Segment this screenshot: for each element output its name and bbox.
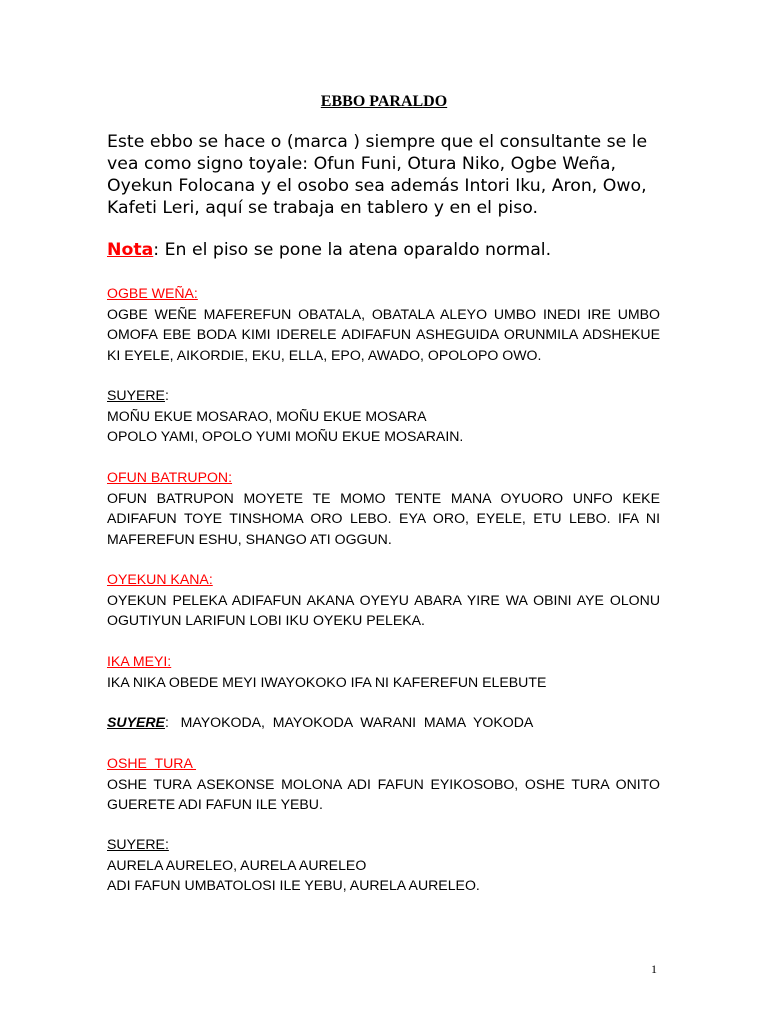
suyere-line: MOÑU EKUE MOSARAO, MOÑU EKUE MOSARA [107,407,427,424]
section-heading: SUYERE [107,714,165,730]
suyere-line: OPOLO YAMI, OPOLO YUMI MOÑU EKUE MOSARAIN. [107,428,464,444]
nota-paragraph [107,239,667,261]
suyere-line: AURELA AURELEO, AURELA AURELEO [107,856,367,873]
section-body: OYEKUN PELEKA ADIFAFUN AKANA OYEYU ABARA YIRE WA OBINI AYE OLONU OGUTIYUN LARIFUN LOBI IKU OYEKU PELEKA. [107,591,660,628]
intro-paragraph: Este ebbo se hace o (marca ) siempre que el consultante se le vea como signo toyale: Ofun Funi, Otura Niko, Ogbe Weña, Oyekun Folocana y el osobo sea además Intori Iku, Aron, Owo, Kafeti Leri, aquí se trabaja en tablero y en el piso. [107,132,648,218]
section-suyere-2 [107,712,660,733]
suyere-text: : MAYOKODA, MAYOKODA WARANI MAMA YOKODA [164,714,534,730]
section-heading: SUYERE: [107,836,169,852]
section-line: IKA NIKA OBEDE MEYI IWAYOKOKO IFA NI KAFEREFUN ELEBUTE [107,673,547,690]
section-oshe-tura [107,753,660,815]
section-heading: SUYERE [107,387,165,403]
page-number: 1 [651,962,657,976]
section-ika-meyi [107,651,660,692]
section-body: OFUN BATRUPON MOYETE TE MOMO TENTE MANA OYUORO UNFO KEKE ADIFAFUN TOYE TINSHOMA ORO LEBO. EYA ORO, EYELE, ETU LEBO. IFA NI MAFEREFUN ESHU, SHANGO ATI OGGUN. [107,489,660,547]
heading-colon: : [164,387,169,403]
section-oyekun-kana [107,569,660,631]
suyere-row [107,712,660,733]
section-heading: OFUN BATRUPON: [107,469,233,485]
section-body: OGBE WEÑE MAFEREFUN OBATALA, OBATALA ALEYO UMBO INEDI IRE UMBO OMOFA EBE BODA KIMI IDERELE ADIFAFUN ASHEGUIDA ORUNMILA ADSHEKUE KI EYELE, AIKORDIE, EKU, ELLA, EPO, AWADO, OPOLOPO OWO. [107,305,660,363]
nota-text: : En el piso se pone la atena oparaldo normal. [153,240,552,260]
section-heading: OSHE TURA [107,755,197,771]
section-ogbe-wena [107,283,660,365]
section-heading: OGBE WEÑA: [107,285,198,301]
nota-label: Nota [107,240,154,260]
document-title: EBBO PARALDO [320,93,448,110]
section-heading: OYEKUN KANA: [107,571,213,587]
section-heading: IKA MEYI: [107,653,172,669]
section-suyere-3 [107,834,660,896]
section-body: OSHE TURA ASEKONSE MOLONA ADI FAFUN EYIKOSOBO, OSHE TURA ONITO GUERETE ADI FAFUN ILE YEBU. [107,775,660,812]
suyere-line: ADI FAFUN UMBATOLOSI ILE YEBU, AURELA AURELEO. [107,877,480,893]
suyere-heading-row [107,385,660,406]
section-suyere-1 [107,385,660,447]
section-ofun-batrupon [107,467,660,549]
